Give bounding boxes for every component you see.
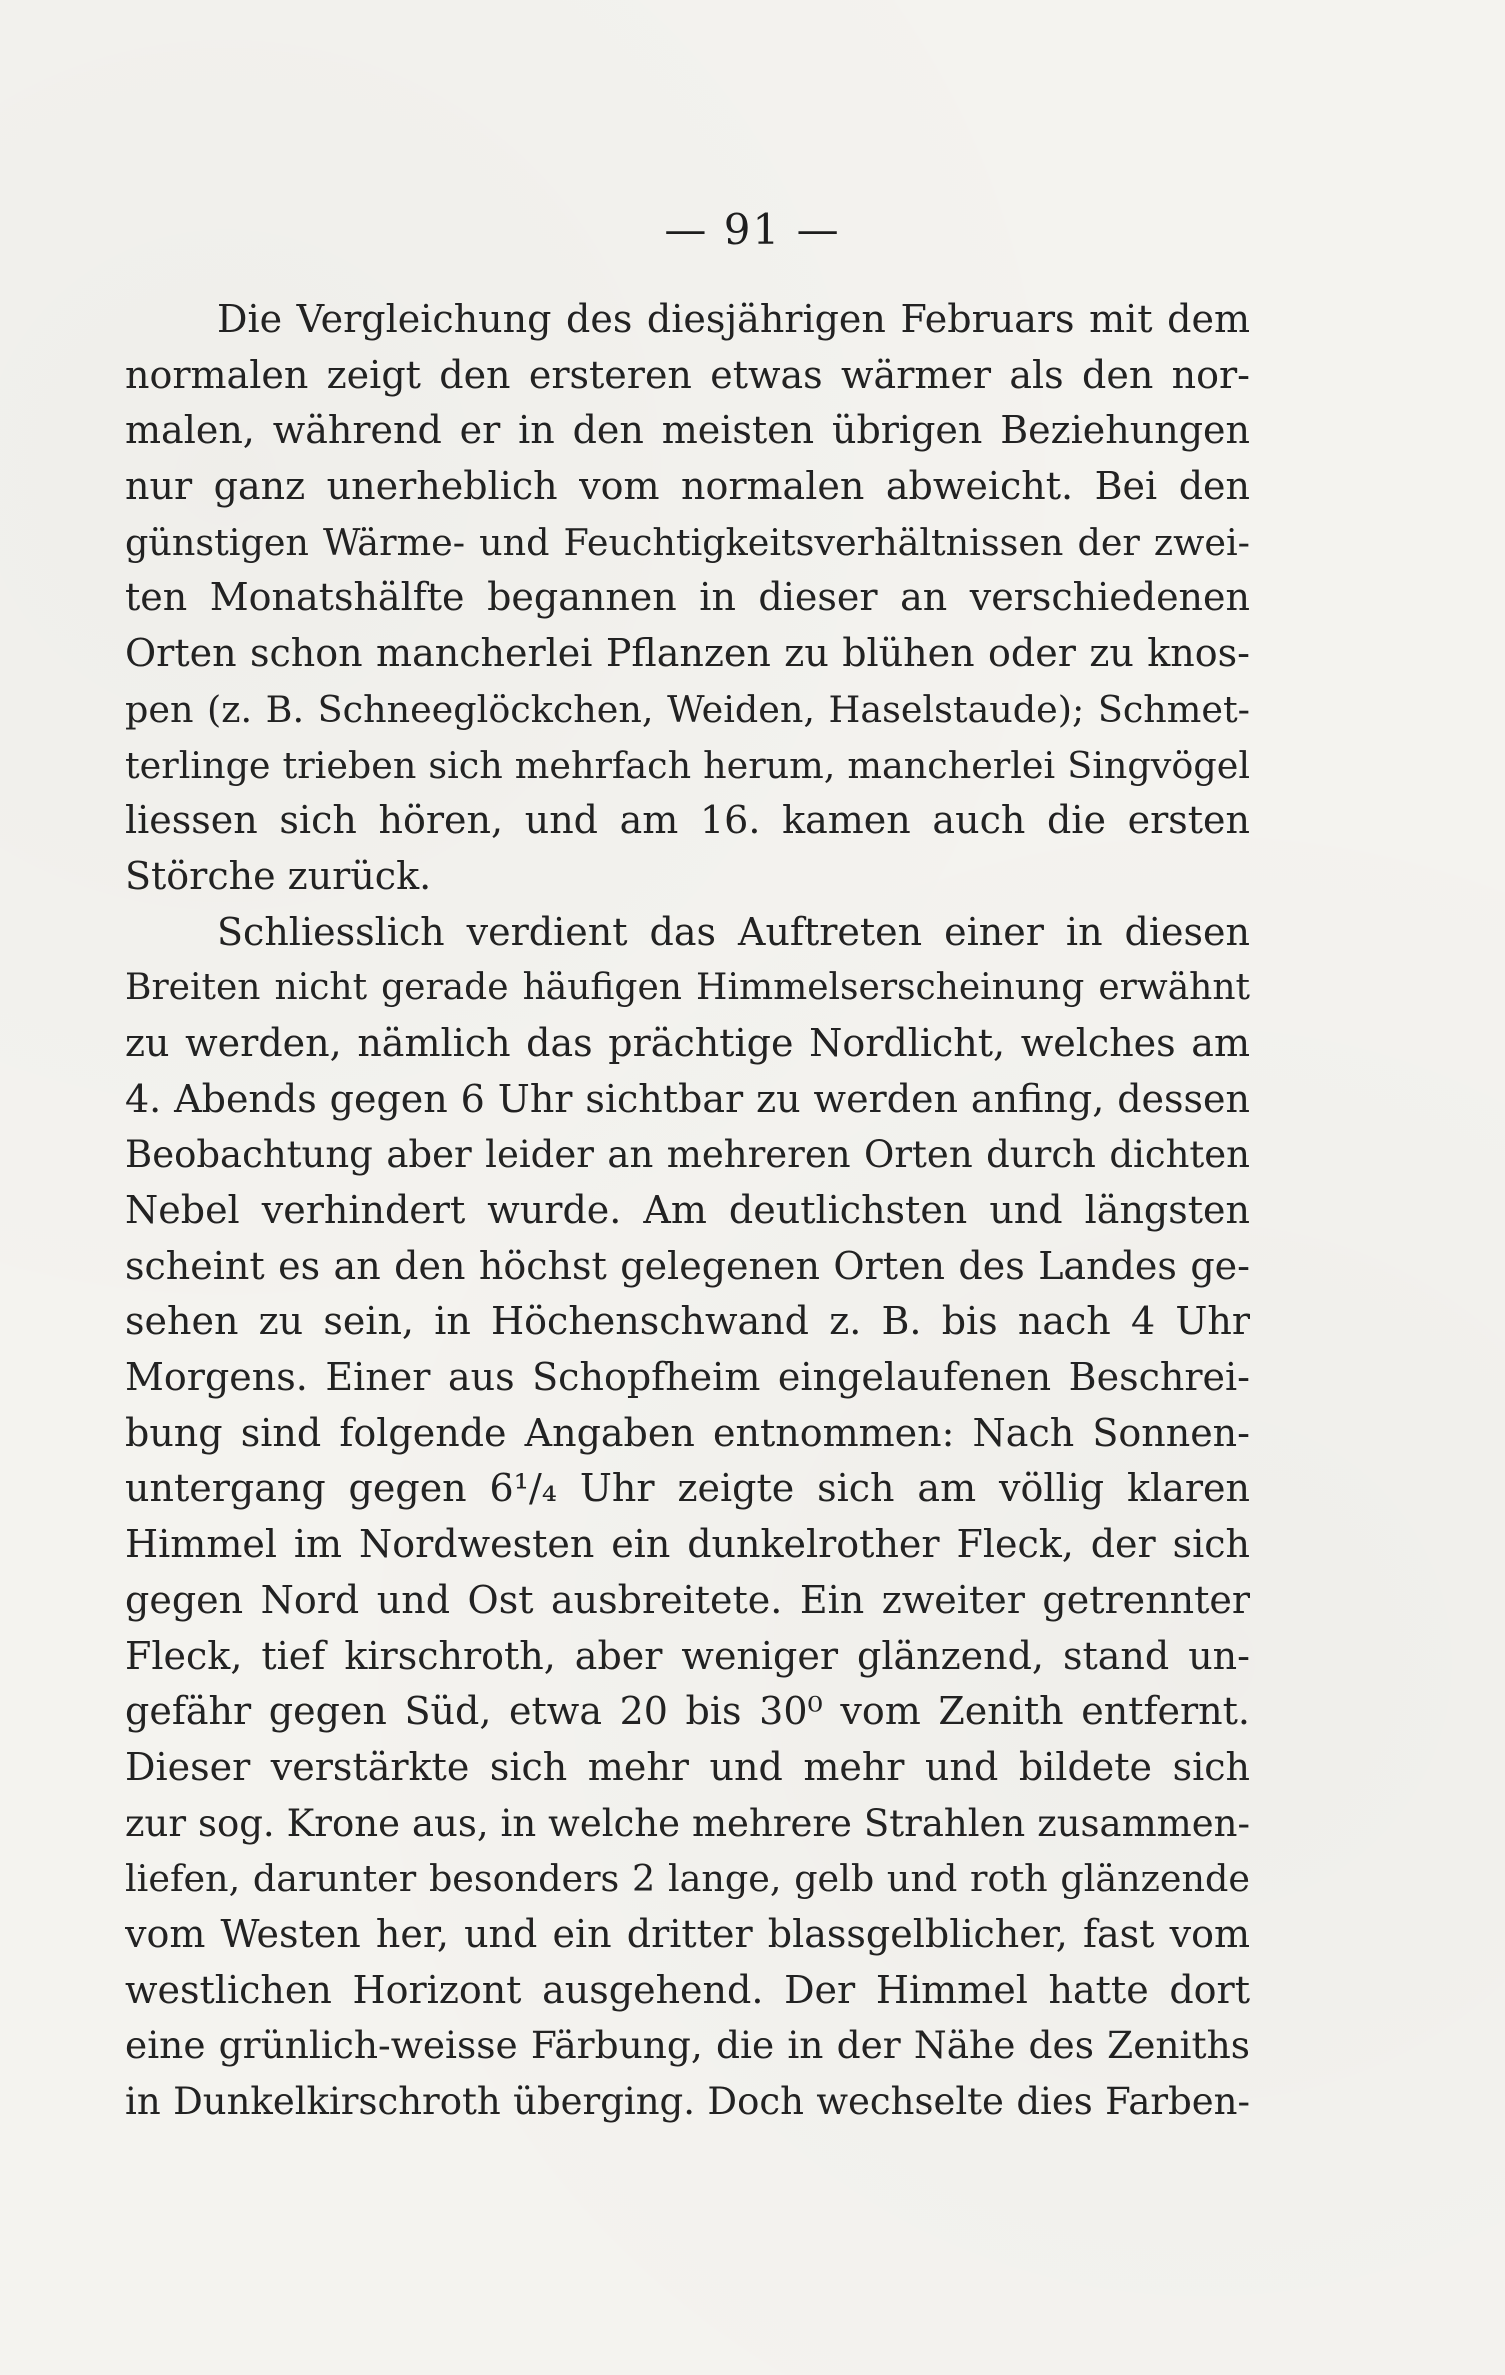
text-line: Breiten nicht gerade häufigen Himmelserscheinung erwähnt	[125, 967, 1250, 1009]
text-line: Die Vergleichung des diesjährigen Februars mit dem	[217, 297, 1250, 341]
text-line: Morgens. Einer aus Schopfheim eingelaufenen Beschrei-	[125, 1355, 1250, 1400]
text-line: scheint es an den höchst gelegenen Orten des Landes ge-	[125, 1243, 1250, 1288]
text-line: ten Monatshälfte begannen in dieser an verschiedenen	[125, 575, 1250, 620]
text-line: gegen Nord und Ost ausbreitete. Ein zweiter getrennter	[125, 1577, 1250, 1622]
page-number: — 91 —	[664, 205, 841, 254]
text-line: liessen sich hören, und am 16. kamen auch die ersten	[125, 798, 1250, 843]
text-line: bung sind folgende Angaben entnommen: Nach Sonnen-	[125, 1410, 1250, 1455]
text-line: Himmel im Nordwesten ein dunkelrother Fleck, der sich	[125, 1522, 1250, 1567]
text-line: günstigen Wärme- und Feuchtigkeitsverhältnissen der zwei-	[125, 520, 1250, 564]
text-line: Orten schon mancherlei Pflanzen zu blühen oder zu knos-	[125, 631, 1250, 676]
text-line: zur sog. Krone aus, in welche mehrere Strahlen zusammen-	[125, 1801, 1250, 1845]
text-line: untergang gegen 6¹/₄ Uhr zeigte sich am völlig klaren	[125, 1466, 1250, 1511]
text-line: pen (z. B. Schneeglöckchen, Weiden, Haselstaude); Schmet-	[125, 687, 1250, 731]
text-line: malen, während er in den meisten übrigen Beziehungen	[125, 408, 1250, 453]
text-line: normalen zeigt den ersteren etwas wärmer als den nor-	[125, 352, 1250, 397]
text-line: gefähr gegen Süd, etwa 20 bis 30⁰ vom Zenith entfernt.	[125, 1689, 1250, 1734]
text-line: nur ganz unerheblich vom normalen abweicht. Bei den	[125, 464, 1250, 509]
text-line: Beobachtung aber leider an mehreren Orten durch dichten	[125, 1133, 1250, 1177]
text-line: sehen zu sein, in Höchenschwand z. B. bis nach 4 Uhr	[125, 1299, 1250, 1344]
body-text	[125, 292, 1250, 2130]
text-line: 4. Abends gegen 6 Uhr sichtbar zu werden anfing, dessen	[125, 1076, 1250, 1121]
text-line: zu werden, nämlich das prächtige Nordlicht, welches am	[125, 1020, 1250, 1065]
text-line: Nebel verhindert wurde. Am deutlichsten und längsten	[125, 1188, 1250, 1232]
text-line: terlinge trieben sich mehrfach herum, mancherlei Singvögel	[125, 743, 1250, 787]
text-line: Fleck, tief kirschroth, aber weniger glänzend, stand un-	[125, 1633, 1250, 1678]
text-line: in Dunkelkirschroth überging. Doch wechselte dies Farben-	[125, 2080, 1250, 2123]
text-line: eine grünlich-weisse Färbung, die in der Nähe des Zeniths	[125, 2023, 1250, 2068]
text-line: liefen, darunter besonders 2 lange, gelb und roth glänzende	[125, 1857, 1250, 1901]
text-line: Schliesslich verdient das Auftreten einer in diesen	[217, 909, 1250, 954]
text-line: westlichen Horizont ausgehend. Der Himmel hatte dort	[125, 1967, 1250, 2012]
text-line: vom Westen her, und ein dritter blassgelblicher, fast vom	[125, 1911, 1250, 1956]
text-line: Dieser verstärkte sich mehr und mehr und bildete sich	[125, 1744, 1250, 1789]
text-line: Störche zurück.	[125, 853, 432, 898]
